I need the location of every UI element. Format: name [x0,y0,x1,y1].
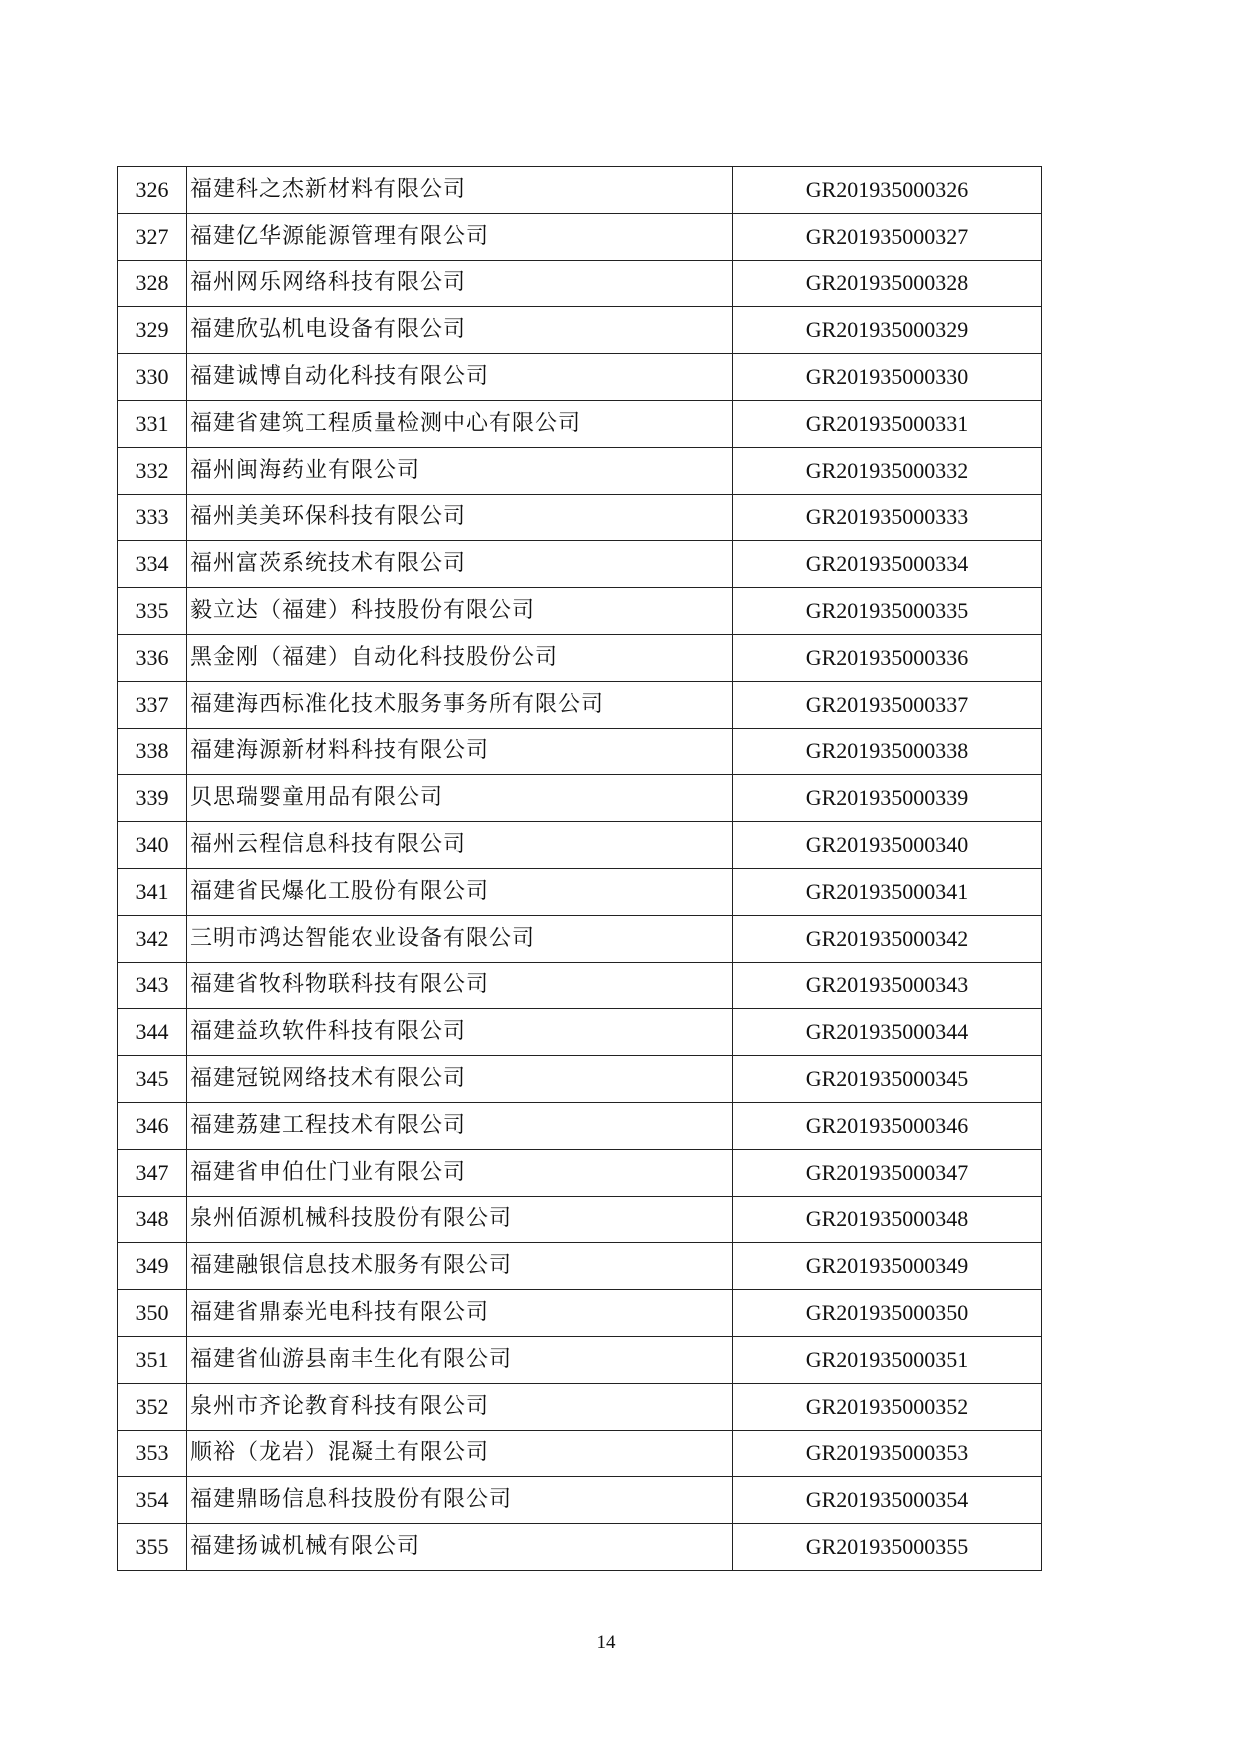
certificate-code: GR201935000355 [733,1524,1042,1571]
certificate-code: GR201935000346 [733,1102,1042,1149]
table-row [118,400,1042,447]
row-number: 326 [118,167,187,214]
company-name: 福建科之杰新材料有限公司 [187,167,733,214]
company-name: 福建鼎旸信息科技股份有限公司 [187,1477,733,1524]
certificate-code: GR201935000350 [733,1290,1042,1337]
table-row [118,1149,1042,1196]
company-name: 福建益玖软件科技有限公司 [187,1009,733,1056]
company-name: 福建省仙游县南丰生化有限公司 [187,1336,733,1383]
company-name: 泉州佰源机械科技股份有限公司 [187,1196,733,1243]
row-number: 338 [118,728,187,775]
company-name: 三明市鸿达智能农业设备有限公司 [187,915,733,962]
company-name: 福建亿华源能源管理有限公司 [187,213,733,260]
table-row [118,1290,1042,1337]
company-name: 福建海源新材料科技有限公司 [187,728,733,775]
table-row [118,915,1042,962]
table-row [118,541,1042,588]
company-name: 福建省民爆化工股份有限公司 [187,868,733,915]
certificate-code: GR201935000338 [733,728,1042,775]
certificate-code: GR201935000343 [733,962,1042,1009]
row-number: 341 [118,868,187,915]
table-row [118,634,1042,681]
certificate-code: GR201935000348 [733,1196,1042,1243]
company-name: 黑金刚（福建）自动化科技股份公司 [187,634,733,681]
table-row [118,588,1042,635]
row-number: 349 [118,1243,187,1290]
row-number: 330 [118,354,187,401]
table-row [118,447,1042,494]
table-row [118,1477,1042,1524]
certificate-code: GR201935000339 [733,775,1042,822]
table-row [118,775,1042,822]
certificate-code: GR201935000329 [733,307,1042,354]
company-name: 福建欣弘机电设备有限公司 [187,307,733,354]
company-name: 福建省牧科物联科技有限公司 [187,962,733,1009]
company-name: 毅立达（福建）科技股份有限公司 [187,588,733,635]
row-number: 347 [118,1149,187,1196]
certificate-code: GR201935000332 [733,447,1042,494]
table-row [118,822,1042,869]
certificate-code: GR201935000349 [733,1243,1042,1290]
row-number: 342 [118,915,187,962]
table-row [118,962,1042,1009]
company-name: 福州云程信息科技有限公司 [187,822,733,869]
company-name: 福建冠锐网络技术有限公司 [187,1056,733,1103]
certificate-code: GR201935000336 [733,634,1042,681]
table-row [118,307,1042,354]
certificate-code: GR201935000326 [733,167,1042,214]
certificate-code: GR201935000328 [733,260,1042,307]
certificate-code: GR201935000341 [733,868,1042,915]
table-row [118,494,1042,541]
certificate-code: GR201935000331 [733,400,1042,447]
row-number: 327 [118,213,187,260]
company-name: 顺裕（龙岩）混凝土有限公司 [187,1430,733,1477]
company-name: 福建扬诚机械有限公司 [187,1524,733,1571]
company-name: 福建诚博自动化科技有限公司 [187,354,733,401]
certificate-code: GR201935000334 [733,541,1042,588]
row-number: 345 [118,1056,187,1103]
table-row [118,728,1042,775]
row-number: 353 [118,1430,187,1477]
company-name: 福建省建筑工程质量检测中心有限公司 [187,400,733,447]
row-number: 328 [118,260,187,307]
row-number: 351 [118,1336,187,1383]
certificate-code: GR201935000330 [733,354,1042,401]
row-number: 335 [118,588,187,635]
row-number: 346 [118,1102,187,1149]
certificate-code: GR201935000335 [733,588,1042,635]
certificate-code: GR201935000345 [733,1056,1042,1103]
row-number: 329 [118,307,187,354]
company-table [117,166,1042,1571]
row-number: 354 [118,1477,187,1524]
table-row [118,868,1042,915]
row-number: 350 [118,1290,187,1337]
row-number: 331 [118,400,187,447]
row-number: 339 [118,775,187,822]
row-number: 352 [118,1383,187,1430]
row-number: 333 [118,494,187,541]
row-number: 332 [118,447,187,494]
row-number: 344 [118,1009,187,1056]
table-row [118,1009,1042,1056]
company-name: 福建融银信息技术服务有限公司 [187,1243,733,1290]
table-row [118,1383,1042,1430]
table-row [118,1524,1042,1571]
table-row [118,1243,1042,1290]
company-name: 泉州市齐论教育科技有限公司 [187,1383,733,1430]
table-row [118,1430,1042,1477]
certificate-code: GR201935000333 [733,494,1042,541]
table-row [118,213,1042,260]
row-number: 336 [118,634,187,681]
table-body [118,167,1042,1571]
table-row [118,354,1042,401]
row-number: 334 [118,541,187,588]
table-row [118,681,1042,728]
table-row [118,167,1042,214]
row-number: 348 [118,1196,187,1243]
page-number: 14 [596,1632,616,1653]
certificate-code: GR201935000347 [733,1149,1042,1196]
row-number: 355 [118,1524,187,1571]
company-name: 福州美美环保科技有限公司 [187,494,733,541]
company-name: 福州网乐网络科技有限公司 [187,260,733,307]
certificate-code: GR201935000337 [733,681,1042,728]
table-row [118,260,1042,307]
company-name: 福建海西标准化技术服务事务所有限公司 [187,681,733,728]
certificate-code: GR201935000327 [733,213,1042,260]
company-name: 福建荔建工程技术有限公司 [187,1102,733,1149]
row-number: 337 [118,681,187,728]
table-row [118,1336,1042,1383]
certificate-code: GR201935000351 [733,1336,1042,1383]
company-name: 福州闽海药业有限公司 [187,447,733,494]
certificate-code: GR201935000354 [733,1477,1042,1524]
certificate-code: GR201935000344 [733,1009,1042,1056]
table-row [118,1056,1042,1103]
table-row [118,1196,1042,1243]
certificate-code: GR201935000353 [733,1430,1042,1477]
certificate-code: GR201935000352 [733,1383,1042,1430]
row-number: 340 [118,822,187,869]
certificate-code: GR201935000340 [733,822,1042,869]
table-row [118,1102,1042,1149]
row-number: 343 [118,962,187,1009]
company-name: 福建省鼎泰光电科技有限公司 [187,1290,733,1337]
company-name: 贝思瑞婴童用品有限公司 [187,775,733,822]
company-name: 福州富茨系统技术有限公司 [187,541,733,588]
certificate-code: GR201935000342 [733,915,1042,962]
company-name: 福建省申伯仕门业有限公司 [187,1149,733,1196]
